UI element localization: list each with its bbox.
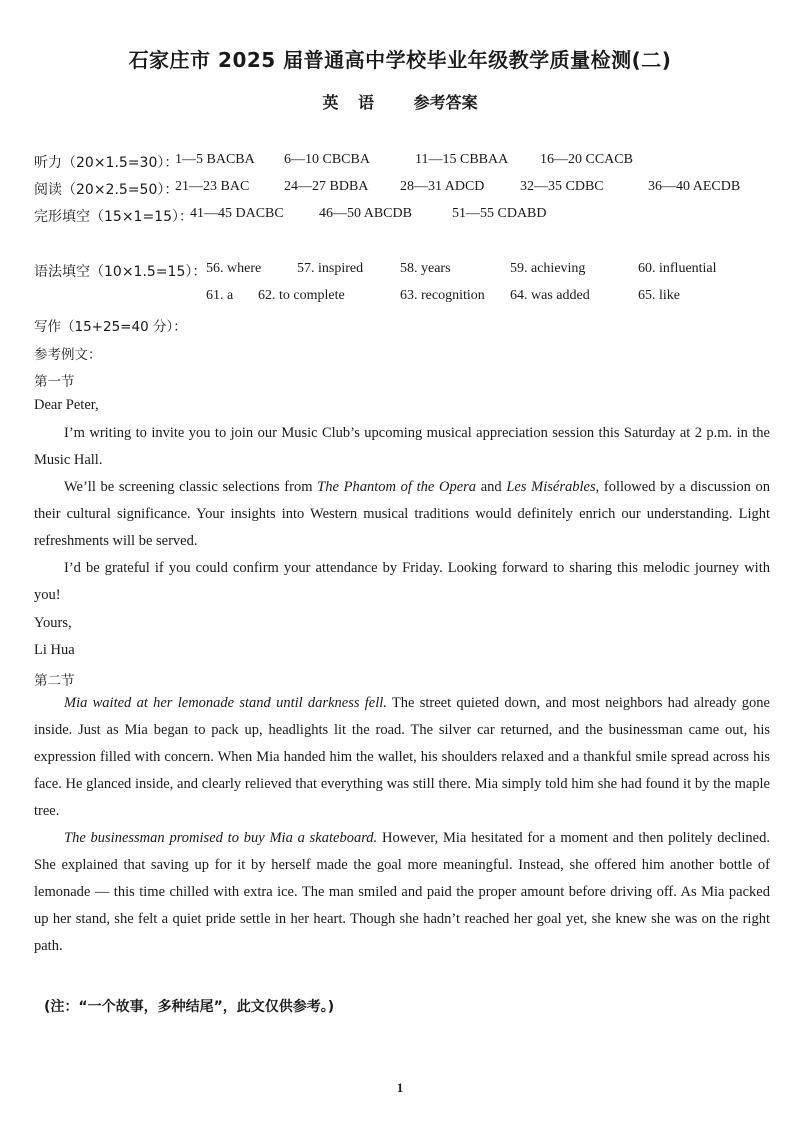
doc-type-label: 参考答案 [413,93,478,112]
footnote: (注：“一个故事，多种结尾”，此文仅供参考。) [44,999,335,1015]
cloze-label: 完形填空（15×1=15）： [34,209,193,225]
answer-group: 51—55 CDABD [452,206,547,221]
section-two-heading: 第二节 [34,673,75,689]
answer-item: 56. where [206,261,262,276]
musical-title: Les Misérables [506,479,596,495]
answer-item: 65. like [638,288,680,303]
answer-item: 63. recognition [400,288,485,303]
sample-essay-label: 参考例文： [34,347,102,363]
letter-paragraph: We’ll be screening classic selections from The Phantom of the Opera and Les Misérables, followed by a discussion on their cultural significance. Your insights into Western musical traditions would definitely enrich our understanding. Light refreshments will be served. [34,479,771,549]
answer-item: 59. achieving [510,261,586,276]
answer-item: 62. to complete [258,288,345,303]
answer-group: 41—45 DACBC [190,206,284,221]
listening-label: 听力（20×1.5=30）： [34,155,179,171]
story-lead-sentence: Mia waited at her lemonade stand until darkness fell. [64,695,387,711]
grammar-label: 语法填空（10×1.5=15）： [34,264,207,280]
letter-signature: Li Hua [34,642,75,658]
section-one-heading: 第一节 [34,374,75,390]
letter-closing: Yours, [34,615,72,631]
answer-group: 6—10 CBCBA [284,152,370,167]
answer-group: 32—35 CDBC [520,179,604,194]
letter-paragraph: I’m writing to invite you to join our Music Club’s upcoming musical appreciation session this Saturday at 2 p.m. in the Music Hall. [34,425,770,468]
answer-item: 64. was added [510,288,590,303]
story-paragraph: The businessman promised to buy Mia a skateboard. However, Mia hesitated for a moment and then politely declined. She explained that saving up for it by herself made the goal more meaningful. Instead, she offered him another bottle of lemonade — this time chilled with extra ice. The man smiled and paid the proper amount before driving off. As Mia packed up her stand, she felt a quiet pride settle in her heart. Though she hadn’t reached her goal yet, she knew she was on the right path. [34,830,770,954]
answer-group: 21—23 BAC [175,179,250,194]
answer-item: 58. years [400,261,451,276]
story-paragraph: Mia waited at her lemonade stand until darkness fell. The street quieted down, and most neighbors had already gone inside. Just as Mia began to pack up, headlights lit the road. The silver car returned, and the businessman came out, his expression filled with concern. When Mia handed him the wallet, his shoulders relaxed and a thankful smile spread across his face. He glanced inside, and clearly relieved that everything was still there. Mia simply told him she had found it by the maple tree. [34,695,770,819]
answer-group: 16—20 CCACB [540,152,633,167]
musical-title: The Phantom of the Opera [317,479,477,495]
answer-group: 46—50 ABCDB [319,206,412,221]
answer-group: 28—31 ADCD [400,179,485,194]
document-subtitle [0,90,800,113]
answer-group: 24—27 BDBA [284,179,369,194]
page-number: 1 [396,1080,404,1095]
subject-label: 英 语 [322,93,374,112]
letter-paragraph: I’d be grateful if you could confirm your attendance by Friday. Looking forward to sharing this melodic journey with you! [34,560,770,603]
writing-label: 写作（15+25=40 分）： [34,319,187,335]
answer-item: 57. inspired [297,261,364,276]
story-lead-sentence: The businessman promised to buy Mia a skateboard. [64,830,378,846]
letter-greeting: Dear Peter, [34,397,99,413]
answer-group: 36—40 AECDB [648,179,741,194]
answer-group: 11—15 CBBAA [415,152,509,167]
reading-label: 阅读（20×2.5=50）： [34,182,179,198]
answer-item: 61. a [206,288,234,303]
answer-group: 1—5 BACBA [175,152,255,167]
document-title: 石家庄市 2025 届普通高中学校毕业年级教学质量检测(二) [128,48,672,72]
answer-item: 60. influential [638,261,717,276]
